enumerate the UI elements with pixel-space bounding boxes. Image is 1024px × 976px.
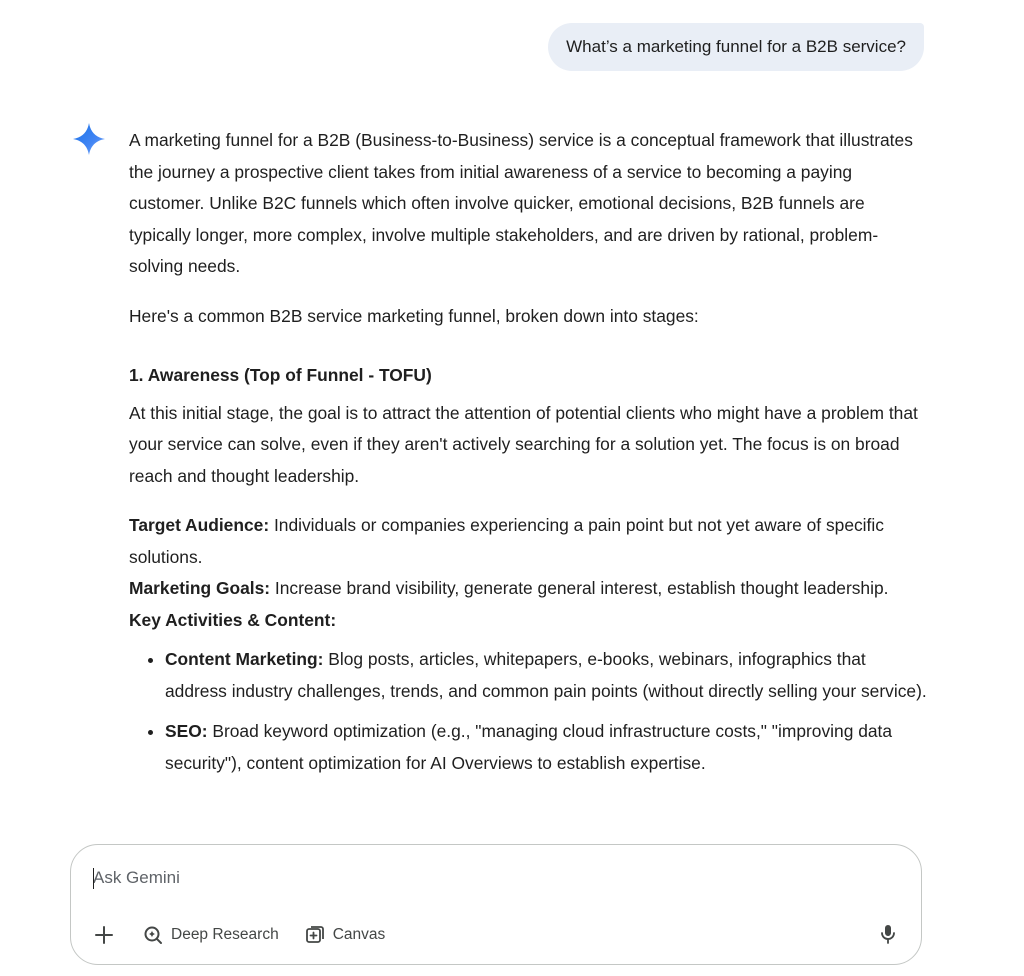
- target-audience-line: [129, 510, 929, 573]
- list-item: [165, 716, 929, 779]
- canvas-button[interactable]: [299, 921, 392, 949]
- key-activities-label: Key Activities & Content:: [129, 609, 337, 630]
- canvas-icon: [305, 925, 325, 945]
- stage-heading-awareness: 1. Awareness (Top of Funnel - TOFU): [129, 365, 432, 385]
- target-audience-label: Target Audience:: [129, 515, 270, 535]
- composer-toolbar: [91, 921, 405, 949]
- gemini-response: [129, 125, 929, 788]
- microphone-button[interactable]: [875, 921, 901, 947]
- user-message-bubble: What’s a marketing funnel for a B2B service?: [548, 23, 924, 71]
- canvas-label: Canvas: [332, 926, 386, 943]
- bullet-text: Blog posts, articles, whitepapers, e-books, webinars, infographics that address industry challenges, trends, and common pain points (without directly selling your service).: [165, 649, 927, 701]
- prompt-input[interactable]: [93, 865, 793, 891]
- gemini-sparkle-icon: [72, 122, 106, 156]
- bullet-label: SEO:: [165, 721, 208, 741]
- add-attachment-button[interactable]: [91, 922, 117, 948]
- deep-research-icon: [143, 925, 163, 945]
- text-caret: [93, 868, 94, 889]
- marketing-goals-label: Marketing Goals:: [129, 578, 271, 598]
- bullet-text: Broad keyword optimization (e.g., "managing cloud infrastructure costs," "improving data security"), content optimization for AI Overviews to establish expertise.: [165, 721, 893, 773]
- target-audience-text: Individuals or companies experiencing a pain point but not yet aware of specific solutions.: [129, 515, 884, 567]
- response-lead-in: Here's a common B2B service marketing funnel, broken down into stages:: [129, 305, 699, 326]
- stage-description: At this initial stage, the goal is to attract the attention of potential clients who might have a problem that your service can solve, even if they aren't actively searching for a solution yet. The focus is on broad reach and thought leadership.: [129, 402, 918, 486]
- plus-icon: [94, 925, 114, 945]
- marketing-goals-line: [129, 573, 929, 605]
- marketing-goals-text: Increase brand visibility, generate general interest, establish thought leadership.: [270, 578, 889, 598]
- prompt-composer: [70, 844, 922, 965]
- activities-list: [129, 644, 929, 779]
- deep-research-label: Deep Research: [171, 926, 279, 943]
- deep-research-button[interactable]: [137, 921, 285, 949]
- response-intro: A marketing funnel for a B2B (Business-to-Business) service is a conceptual framework that illustrates the journey a prospective client takes from initial awareness of a service to becoming a paying customer. Unlike B2C funnels which often involve quicker, emotional decisions, B2B funnels are typically longer, more complex, involve multiple stakeholders, and are driven by rational, problem-solving needs.: [129, 130, 913, 276]
- bullet-label: Content Marketing:: [165, 649, 324, 669]
- list-item: [165, 644, 929, 707]
- key-activities-line: [129, 605, 929, 637]
- mic-icon: [880, 924, 896, 944]
- scroll-fade: [0, 790, 1024, 850]
